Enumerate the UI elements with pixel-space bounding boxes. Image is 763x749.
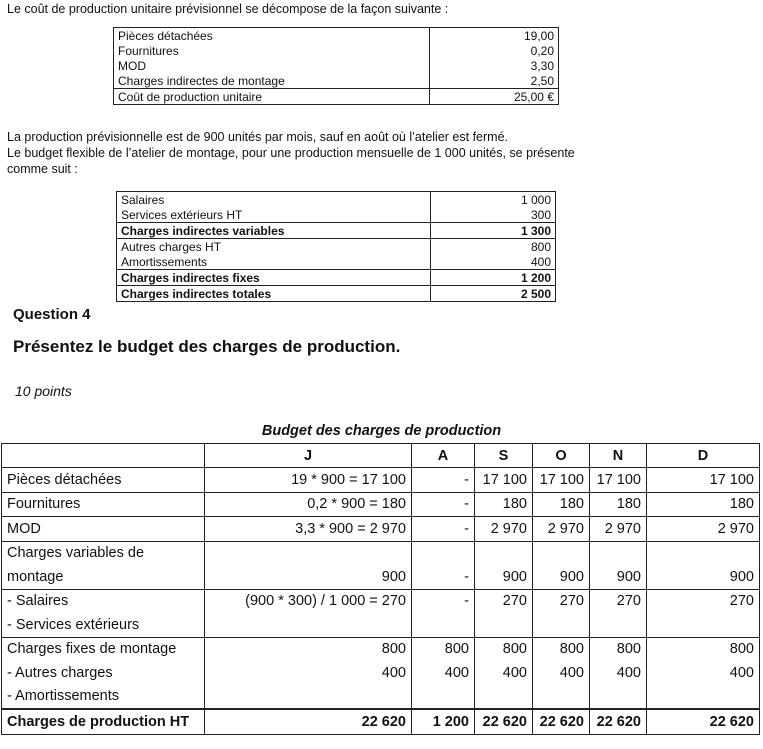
unit-cost-label: MOD [114, 58, 430, 73]
cell: 17 100 [533, 468, 590, 493]
budget-title: Budget des charges de production [261, 423, 502, 439]
row-label: montage [2, 565, 205, 589]
total-cell: 22 620 [475, 709, 533, 734]
row-label: Charges fixes de montage [2, 637, 205, 661]
flex-value: 300 [431, 207, 556, 223]
table-row [2, 517, 760, 542]
header-cell [2, 444, 205, 468]
flex-total-value: 2 500 [431, 286, 556, 302]
table-row [2, 613, 760, 637]
total-cell: 22 620 [590, 709, 647, 734]
cell [205, 541, 412, 565]
cell: 17 100 [475, 468, 533, 493]
cell: 900 [475, 565, 533, 589]
paragraph-flexible: Le budget flexible de l’atelier de montage, pour une production mensuelle de 1 000 unités, se présente [7, 146, 575, 160]
cell: 2 970 [475, 517, 533, 542]
cell: (900 * 300) / 1 000 = 270 [205, 589, 412, 613]
table-row [2, 661, 760, 685]
unit-cost-value: 3,30 [430, 58, 559, 73]
total-cell: 22 620 [205, 709, 412, 734]
cell [647, 541, 760, 565]
cell [475, 685, 533, 710]
question-number-clipped [13, 306, 133, 324]
cell [590, 685, 647, 710]
header-cell: O [533, 444, 590, 468]
row-label: Charges variables de [2, 541, 205, 565]
cell [205, 613, 412, 637]
row-label: Fournitures [2, 492, 205, 517]
header-cell: A [412, 444, 475, 468]
table-row [2, 565, 760, 589]
cell [412, 613, 475, 637]
flex-subtotal-value: 1 300 [431, 223, 556, 239]
cell [412, 541, 475, 565]
flex-total-label: Charges indirectes totales [117, 286, 431, 302]
row-label: - Amortissements [2, 685, 205, 710]
total-cell: 1 200 [412, 709, 475, 734]
cell: 400 [647, 661, 760, 685]
question-title: Présentez le budget des charges de production. [13, 337, 401, 356]
header-cell: D [647, 444, 760, 468]
total-cell: 22 620 [647, 709, 760, 734]
flex-subtotal-value: 1 200 [431, 270, 556, 286]
row-label: - Salaires [2, 589, 205, 613]
cell [533, 613, 590, 637]
flex-budget-table [116, 191, 556, 302]
unit-cost-label: Charges indirectes de montage [114, 73, 430, 89]
table-row [2, 468, 760, 493]
unit-cost-value: 19,00 [430, 28, 559, 44]
cell: 180 [533, 492, 590, 517]
cell: 800 [590, 637, 647, 661]
table-row [2, 541, 760, 565]
points-label: 10 points [15, 383, 72, 399]
cell: - [412, 565, 475, 589]
flex-value: 400 [431, 254, 556, 270]
flex-label: Amortissements [117, 254, 431, 270]
cell: 270 [647, 589, 760, 613]
unit-cost-value: 0,20 [430, 43, 559, 58]
unit-cost-total-value: 25,00 € [430, 89, 559, 105]
table-row [2, 589, 760, 613]
cell: - [412, 589, 475, 613]
flex-value: 1 000 [431, 192, 556, 208]
cell: 800 [475, 637, 533, 661]
row-label: Pièces détachées [2, 468, 205, 493]
flex-subtotal-label: Charges indirectes fixes [117, 270, 431, 286]
table-header-row [2, 444, 760, 468]
cell [205, 685, 412, 710]
cell: 800 [533, 637, 590, 661]
paragraph-production: La production prévisionnelle est de 900 unités par mois, sauf en août où l’atelier est fermé. [7, 130, 508, 144]
cell [647, 685, 760, 710]
budget-table [1, 443, 760, 735]
cell: 800 [647, 637, 760, 661]
cell: 270 [475, 589, 533, 613]
unit-cost-total-label: Coût de production unitaire [114, 89, 430, 105]
cell: 2 970 [590, 517, 647, 542]
header-cell: S [475, 444, 533, 468]
cell: 180 [647, 492, 760, 517]
cell [412, 685, 475, 710]
paragraph-suite: comme suit : [7, 162, 78, 176]
cell [590, 613, 647, 637]
total-label: Charges de production HT [2, 709, 205, 734]
cell: 400 [533, 661, 590, 685]
unit-cost-label: Fournitures [114, 43, 430, 58]
flex-label: Autres charges HT [117, 239, 431, 255]
flex-subtotal-label: Charges indirectes variables [117, 223, 431, 239]
header-cell: N [590, 444, 647, 468]
total-cell: 22 620 [533, 709, 590, 734]
cell [590, 541, 647, 565]
cell: 900 [205, 565, 412, 589]
cell: 2 970 [533, 517, 590, 542]
cell: 2 970 [647, 517, 760, 542]
cell: 0,2 * 900 = 180 [205, 492, 412, 517]
cell: 900 [647, 565, 760, 589]
cell: - [412, 517, 475, 542]
cell: 800 [412, 637, 475, 661]
row-label: - Autres charges [2, 661, 205, 685]
flex-value: 800 [431, 239, 556, 255]
cell: 400 [475, 661, 533, 685]
header-cell: J [205, 444, 412, 468]
cell: 400 [205, 661, 412, 685]
cell: 180 [590, 492, 647, 517]
unit-cost-table [113, 27, 559, 105]
cell: 900 [533, 565, 590, 589]
table-row [2, 637, 760, 661]
flex-label: Services extérieurs HT [117, 207, 431, 223]
cell [475, 613, 533, 637]
cell: 400 [590, 661, 647, 685]
cell: - [412, 468, 475, 493]
cell: 400 [412, 661, 475, 685]
question-number: Question 4 [13, 306, 91, 323]
row-label: - Services extérieurs [2, 613, 205, 637]
cell [647, 613, 760, 637]
cell: 19 * 900 = 17 100 [205, 468, 412, 493]
table-row [2, 492, 760, 517]
cell [475, 541, 533, 565]
row-label: MOD [2, 517, 205, 542]
cell [533, 541, 590, 565]
cell: - [412, 492, 475, 517]
cell [533, 685, 590, 710]
table-row [2, 685, 760, 710]
cell: 17 100 [647, 468, 760, 493]
unit-cost-label: Pièces détachées [114, 28, 430, 44]
cell: 270 [590, 589, 647, 613]
cell: 900 [590, 565, 647, 589]
flex-label: Salaires [117, 192, 431, 208]
unit-cost-value: 2,50 [430, 73, 559, 89]
cell: 180 [475, 492, 533, 517]
total-row [2, 709, 760, 734]
cell: 3,3 * 900 = 2 970 [205, 517, 412, 542]
cell: 800 [205, 637, 412, 661]
cell: 17 100 [590, 468, 647, 493]
intro-text: Le coût de production unitaire prévisionnel se décompose de la façon suivante : [7, 2, 449, 16]
cell: 270 [533, 589, 590, 613]
